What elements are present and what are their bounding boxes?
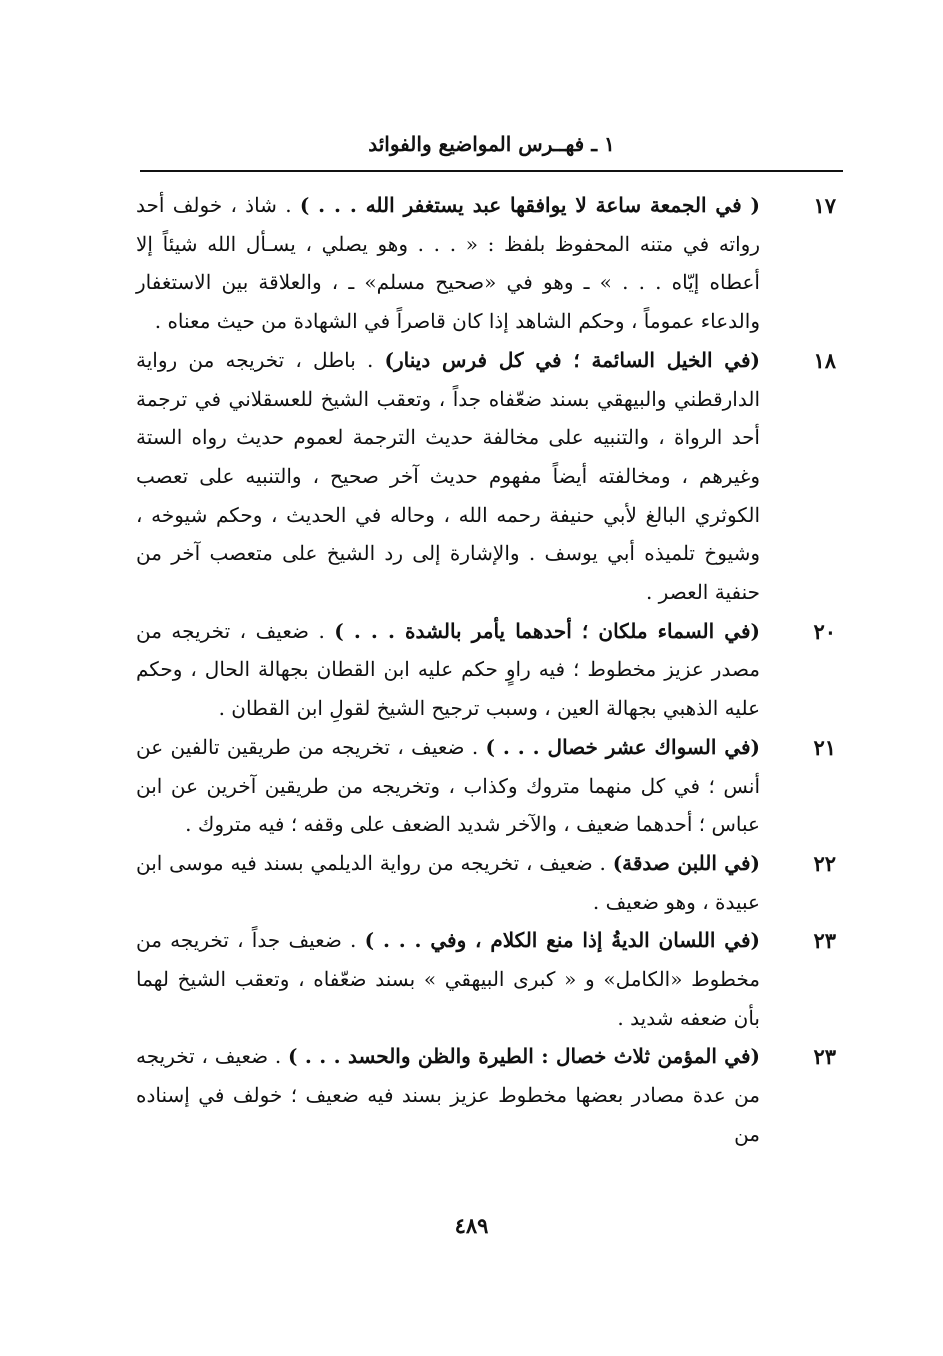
- entry-number: ٢٢: [813, 850, 836, 876]
- header-divider: [140, 170, 843, 172]
- entry-body: . ضعيف ، تخريجه من عدة مصادر بعضها مخطوط عزيز بسند فيه ضعيف ؛ خولف في إسناده من: [136, 1044, 760, 1146]
- entry-hadith-title: (في السواك عشر خصال . . . ): [485, 734, 761, 759]
- page-header-title: ١ ـ فهــرس المواضيع والفوائد: [368, 132, 615, 156]
- entry-body: . باطل ، تخريجه من رواية الدارقطني والبيهقي بسند ضعّفاه جداً ، وتعقب الشيخ للعسقلاني في ترجمة أحد الرواة ، والتنبيه على مخالفة حديث الترجمة لعموم حديث رواه الستة وغيرهم ، ومخالفته أيضاً مفهوم حديث آخر صحيح ، والتنبيه على تعصب الكوثري البالغ لأبي حنيفة رحمه الله ، وحاله في الحديث ، وحكم شيوخه ، وشيوخ تلميذه أبي يوسف . والإشارة إلى رد الشيخ على متعصب آخر من حنفية العصر .: [136, 347, 760, 605]
- entry-text: [136, 186, 760, 341]
- entry-number: ٢١: [813, 734, 836, 760]
- index-entry: [136, 612, 836, 728]
- entry-text: [136, 1037, 760, 1153]
- entry-number: ٢٣: [813, 1044, 836, 1070]
- entry-text: [136, 844, 760, 921]
- entry-body: . ضعيف ، تخريجه من رواية الديلمي بسند فيه موسى ابن عبيدة ، وهو ضعيف .: [136, 850, 760, 914]
- entry-hadith-title: (في الخيل السائمة ؛ في كل فرس دينار): [384, 347, 760, 372]
- entry-number: ٢٠: [813, 618, 836, 644]
- entry-text: [136, 921, 760, 1037]
- entry-body: . ضعيف ، تخريجه من مصدر عزيز مخطوط ؛ فيه راوٍ حكم عليه ابن القطان بجهالة الحال ، وحكم عليه الذهبي بجهالة العين ، وسبب ترجيح الشيخ لقولِ ابن القطان .: [136, 618, 760, 721]
- index-entry: [136, 186, 836, 341]
- entry-number: ٢٣: [813, 928, 836, 954]
- entry-body: . شاذ ، خولف أحد رواته في متنه المحفوظ بلفظ : « . . . وهو يصلي ، يسـأل الله شيئاً إلا أعطاه إيّاه . . . » ـ وهو في «صحيح مسلم» ـ ، والعلاقة بين الاستغفار والدعاء عموماً ، وحكم الشاهد إذا كان قاصراً في الشهادة من حيث معناه .: [136, 193, 760, 334]
- index-entries: [136, 186, 836, 1154]
- index-entry: [136, 921, 836, 1037]
- entry-text: [136, 728, 760, 844]
- index-entry: [136, 341, 836, 612]
- index-entry: [136, 844, 836, 921]
- entry-hadith-title: (في اللبن صدقة): [612, 850, 760, 875]
- index-entry: [136, 728, 836, 844]
- page-number: ٤٨٩: [454, 1213, 489, 1238]
- entry-body: . ضعيف ، تخريجه من طريقين تالفين عن أنس ؛ في كل منهما متروك وكذاب ، وتخريجه من طريقين آخرين عن ابن عباس ؛ أحدهما ضعيف ، والآخر شديد الضعف على وقفه ؛ فيه متروك .: [136, 734, 760, 837]
- entry-text: [136, 341, 760, 612]
- entry-hadith-title: (في السماء ملكان ؛ أحدهما يأمر بالشدة . . . ): [334, 618, 760, 643]
- entry-hadith-title: (في المؤمن ثلاث خصال : الطيرة والظن والحسد . . . ): [288, 1044, 760, 1069]
- entry-number: ١٧: [813, 193, 836, 218]
- entry-hadith-title: ( في الجمعة ساعة لا يوافقها عبد يستغفر الله . . . ): [299, 193, 760, 217]
- entry-hadith-title: (في اللسان الديةُ إذا منع الكلام ، وفي . . . ): [364, 928, 760, 953]
- entry-body: . ضعيف جداً ، تخريجه من مخطوط «الكامل» و « كبرى البيهقي » بسند ضعّفاه ، وتعقب الشيخ لهما بأن ضعفه شديد .: [136, 928, 760, 1030]
- entry-number: ١٨: [813, 347, 836, 373]
- entry-text: [136, 612, 760, 728]
- index-entry: [136, 1037, 836, 1153]
